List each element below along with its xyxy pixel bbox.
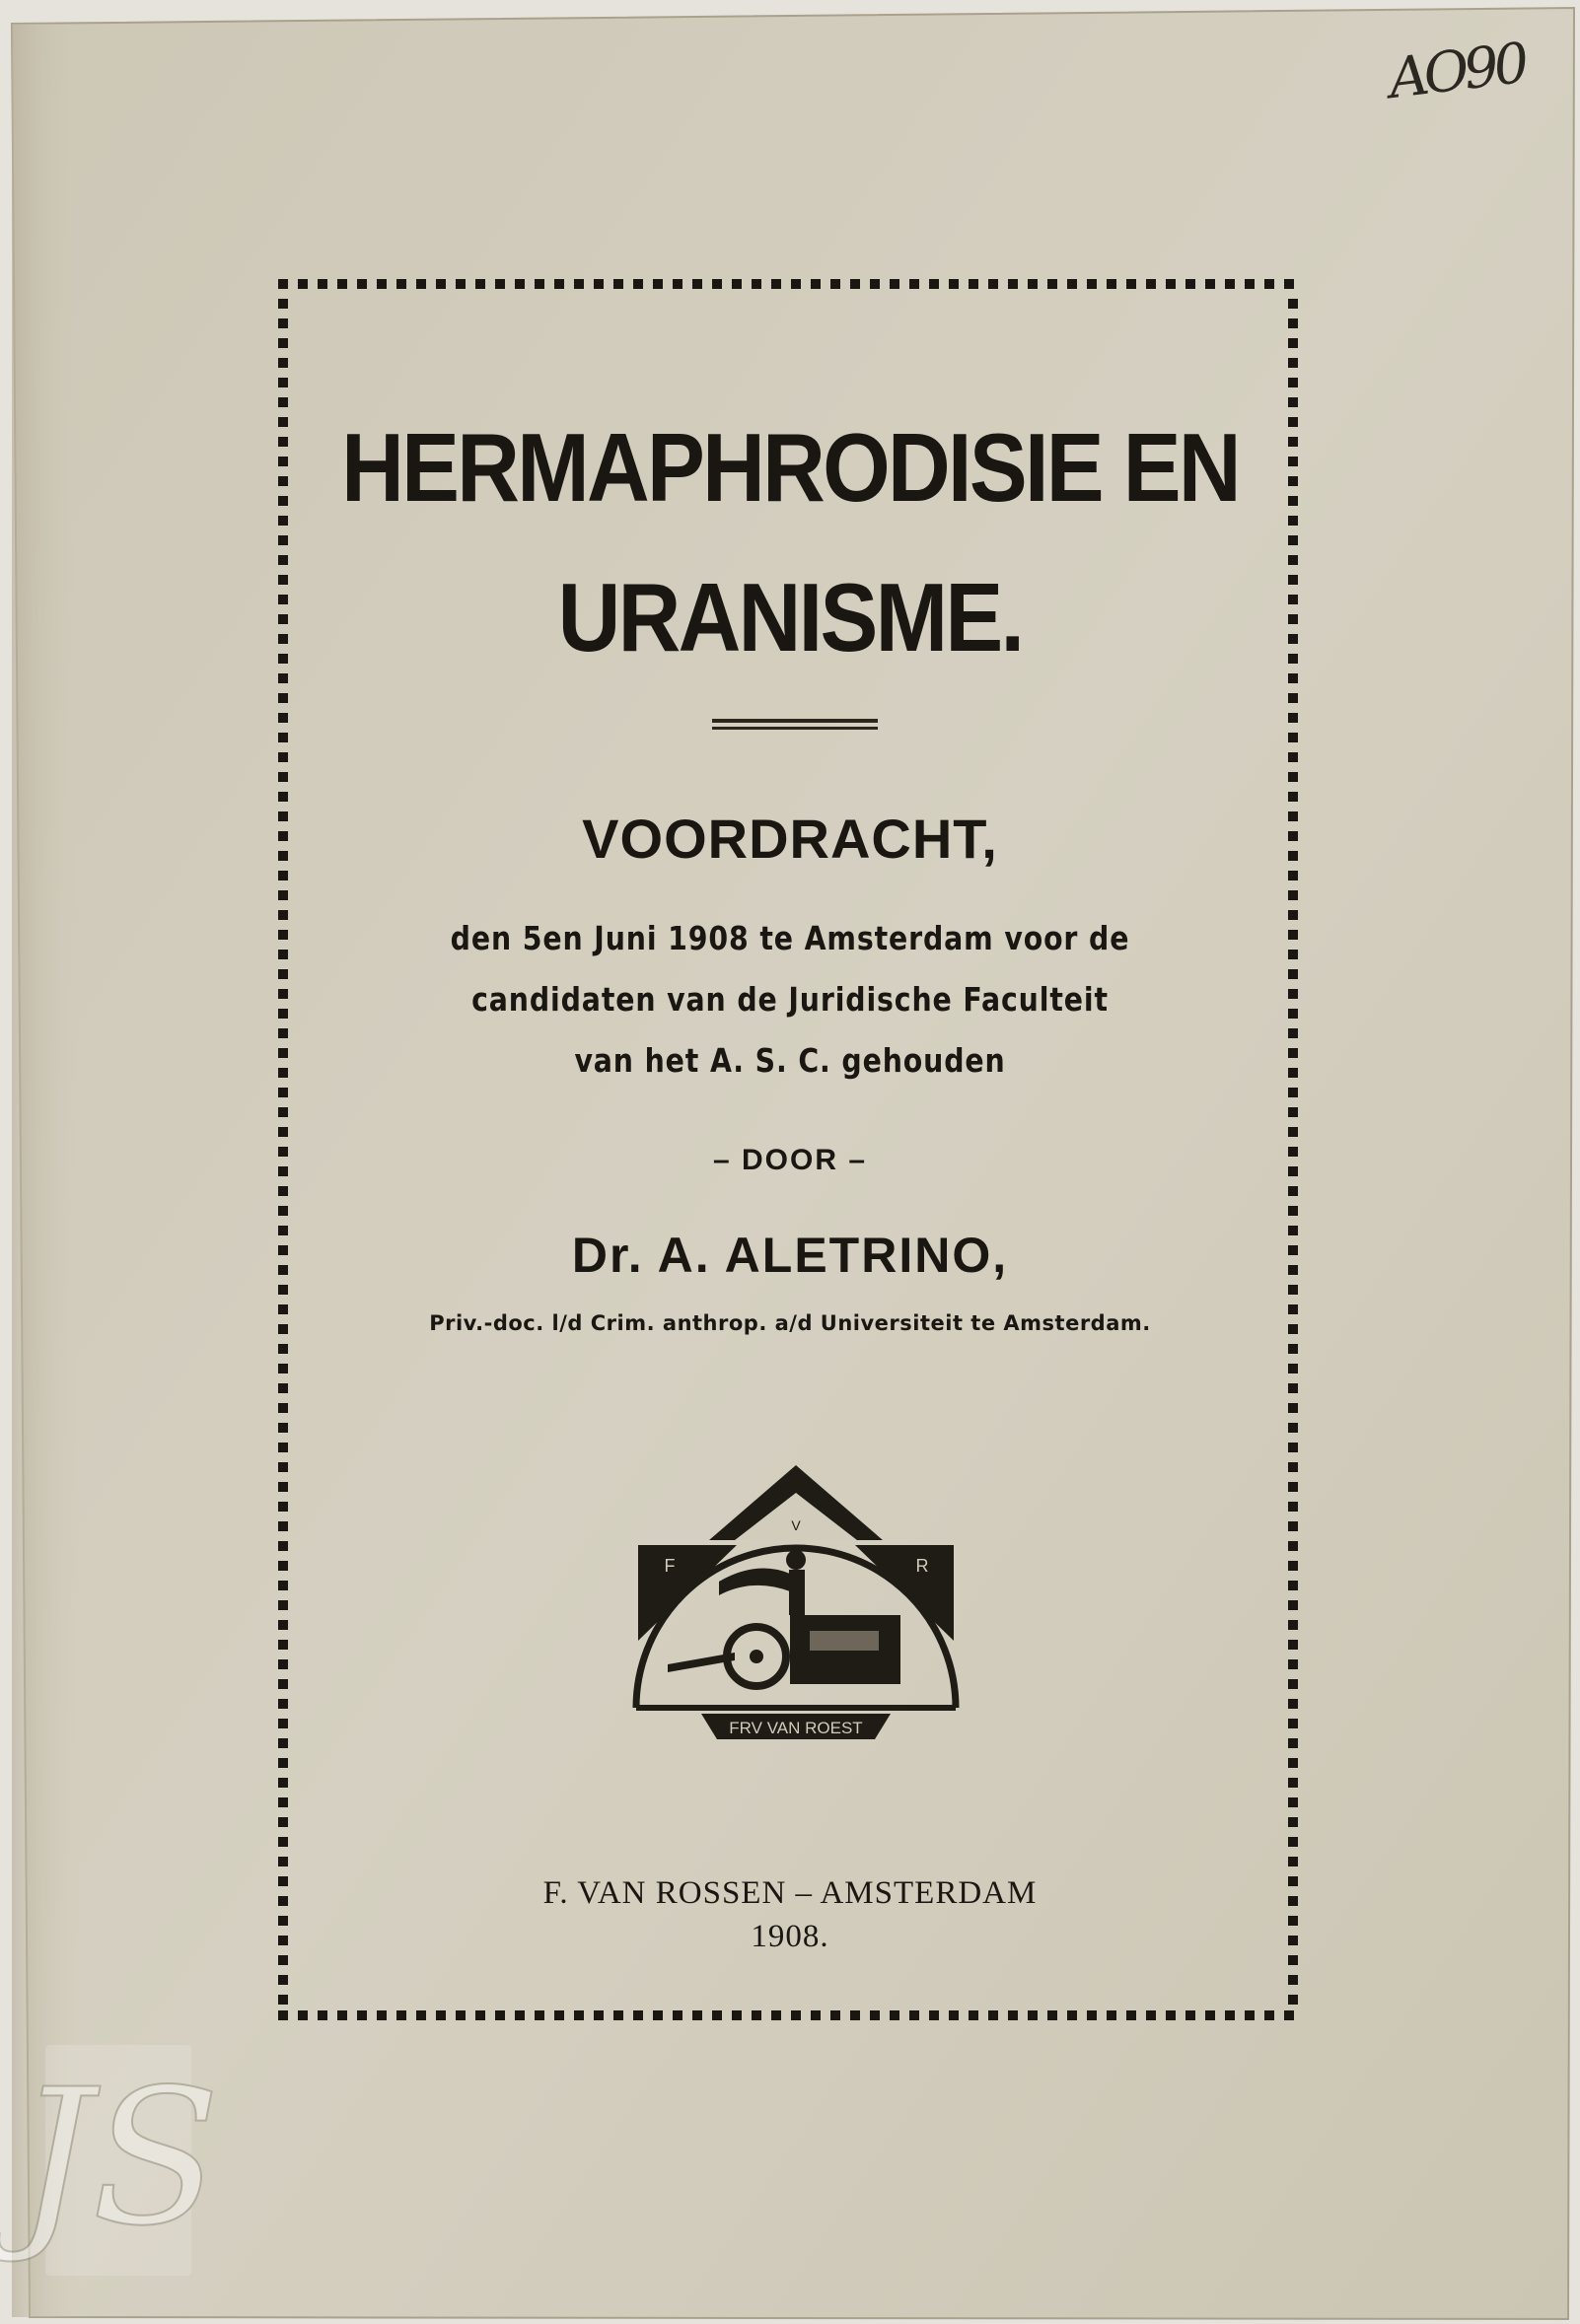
border-dot [1288,1443,1298,1452]
border-dot [830,279,840,289]
border-dot [949,2010,959,2020]
border-dot [712,2010,722,2020]
publication-year: 1908. [751,1919,829,1954]
border-dot [278,1659,288,1669]
border-dot [752,279,761,289]
border-dot [1284,2010,1294,2020]
border-dot [357,279,367,289]
border-dot [1288,1659,1298,1669]
border-dot [1288,1186,1298,1196]
border-dot [1288,1719,1298,1728]
border-dot [278,713,288,723]
border-dot [712,279,722,289]
border-dot [278,1857,288,1866]
border-dot [1288,1482,1298,1492]
border-dot [278,1541,288,1551]
description-line-3: van het A. S. C. gehouden [574,1041,1006,1080]
border-dot [278,1679,288,1689]
border-dot [830,2010,840,2020]
border-dot [1288,1797,1298,1807]
border-dot [574,2010,584,2020]
border-dot [969,2010,978,2020]
border-dot [278,1738,288,1748]
border-dot [673,2010,682,2020]
title-line-2: URANISME. [557,563,1023,671]
border-dot [278,752,288,762]
title-line-1: HERMAPHRODISIE EN [341,413,1239,522]
border-dot [337,2010,347,2020]
border-dot [278,378,288,387]
border-dot [1288,397,1298,407]
border-dot [732,279,742,289]
border-dot [692,2010,702,2020]
border-dot [278,772,288,782]
border-dot [929,2010,939,2020]
border-dot [1047,279,1057,289]
svg-text:JS: JS [16,2049,221,2267]
border-dot [298,2010,308,2020]
border-dot [1264,2010,1274,2020]
border-dot [1028,2010,1038,2020]
publisher-line: F. VAN ROSSEN – AMSTERDAM [542,1875,1038,1911]
border-dot [278,1088,288,1097]
border-dot [1087,2010,1097,2020]
border-dot [1288,1561,1298,1571]
border-dot [752,2010,761,2020]
border-dot [1288,1285,1298,1295]
border-dot [1288,299,1298,309]
border-dot [278,1719,288,1728]
js-watermark-logo [0,2045,220,2276]
border-dot [1288,338,1298,348]
author-name: Dr. A. ALETRINO, [571,1228,1009,1283]
border-dot [436,2010,446,2020]
border-dot [949,279,959,289]
border-dot [1146,279,1156,289]
border-dot [495,279,505,289]
border-dot [1288,1028,1298,1038]
border-dot [1288,673,1298,683]
border-dot [1288,1620,1298,1630]
border-dot [1126,2010,1136,2020]
border-dot [278,1600,288,1610]
border-dot [396,279,406,289]
border-dot [1288,1738,1298,1748]
border-dot [278,1778,288,1788]
border-dot [1245,279,1255,289]
border-dot [1008,279,1018,289]
border-dot [278,1837,288,1847]
border-dot [1205,2010,1215,2020]
border-dot [357,2010,367,2020]
border-dot [278,338,288,348]
border-dot [1185,279,1195,289]
border-dot [633,279,643,289]
border-dot [1288,318,1298,328]
border-dot [475,279,485,289]
border-dot [1225,2010,1235,2020]
border-dot [890,2010,899,2020]
border-dot [278,1995,288,2005]
border-dot [1288,1758,1298,1768]
border-dot [1067,279,1077,289]
border-dot [278,1186,288,1196]
border-dot [988,2010,998,2020]
border-dot [1126,279,1136,289]
border-dot [278,1521,288,1531]
border-dot [278,299,288,309]
border-dot [1288,535,1298,545]
border-dot [535,2010,544,2020]
border-dot [1288,358,1298,368]
border-dot [969,279,978,289]
border-dot [396,2010,406,2020]
border-dot [278,1383,288,1393]
border-dot [1288,772,1298,782]
border-dot [1245,2010,1255,2020]
border-dot [1288,1817,1298,1827]
border-dot [278,1561,288,1571]
border-dot [1288,752,1298,762]
border-dot [1288,871,1298,880]
border-dot [1185,2010,1195,2020]
border-dot [1288,1778,1298,1788]
border-dot [1264,279,1274,289]
handwritten-catalog-number: AO90 [1385,31,1529,112]
border-dot [535,279,544,289]
border-dot [475,2010,485,2020]
border-dot [1284,279,1294,289]
border-dot [1288,1995,1298,2005]
border-dot [909,279,919,289]
printer-mark-letter-top: V [791,1517,801,1533]
border-dot [278,279,288,289]
border-dot [988,279,998,289]
printer-mark-banner: FRV VAN ROEST [729,1719,863,1737]
border-dot [1288,890,1298,900]
by-label: – DOOR – [712,1144,868,1176]
border-dot [278,1640,288,1650]
border-dot [594,2010,604,2020]
border-dot [278,1462,288,1472]
author-affiliation: Priv.-doc. l/d Crim. anthrop. a/d Universiteit te Amsterdam. [429,1311,1151,1335]
border-dot [278,1955,288,1965]
border-dot [791,279,801,289]
border-dot [377,279,387,289]
border-dot [515,2010,525,2020]
border-dot [278,1758,288,1768]
border-dot [278,535,288,545]
border-dot [574,279,584,289]
border-dot [1288,1502,1298,1512]
border-dot [1087,279,1097,289]
border-dot [633,2010,643,2020]
border-dot [278,1699,288,1709]
border-dot [318,2010,327,2020]
border-dot [1146,2010,1156,2020]
border-dot [278,1620,288,1630]
border-dot [278,1285,288,1295]
border-dot [515,279,525,289]
border-dot [278,1817,288,1827]
border-dot [1288,1088,1298,1097]
border-dot [1288,733,1298,742]
border-dot [278,1028,288,1038]
border-dot [298,279,308,289]
border-dot [278,733,288,742]
border-dot [1288,1679,1298,1689]
border-dot [1288,1600,1298,1610]
border-dot [1028,279,1038,289]
border-dot [1288,1521,1298,1531]
border-dot [278,1344,288,1354]
border-dot [436,279,446,289]
border-dot [1288,1423,1298,1433]
border-dot [771,2010,781,2020]
border-dot [909,2010,919,2020]
border-dot [811,279,821,289]
border-dot [456,2010,466,2020]
border-dot [278,1107,288,1117]
border-dot [1288,1364,1298,1373]
border-dot [1008,2010,1018,2020]
border-dot [554,279,564,289]
border-dot [278,1364,288,1373]
border-dot [495,2010,505,2020]
border-dot [1107,2010,1116,2020]
border-dot [771,279,781,289]
border-dot [673,279,682,289]
description-line-2: candidaten van de Juridische Faculteit [471,980,1109,1019]
border-dot [278,1403,288,1413]
border-dot [1288,713,1298,723]
border-dot [1288,693,1298,703]
border-dot [850,2010,860,2020]
border-dot [1288,1581,1298,1590]
border-dot [416,279,426,289]
border-dot [278,1443,288,1452]
border-dot [1288,792,1298,802]
border-dot [278,1482,288,1492]
border-dot [1166,279,1176,289]
border-dot [278,318,288,328]
border-dot [1288,1383,1298,1393]
border-dot [278,1127,288,1137]
border-dot [278,2010,288,2020]
border-dot [278,397,288,407]
border-dot [318,279,327,289]
border-dot [613,279,623,289]
border-dot [278,792,288,802]
border-dot [337,279,347,289]
border-dot [890,279,899,289]
border-dot [278,673,288,683]
border-dot [278,1975,288,1985]
border-dot [278,358,288,368]
border-dot [1288,969,1298,979]
border-dot [278,871,288,880]
description-line-1: den 5en Juni 1908 te Amsterdam voor de [450,919,1130,957]
border-dot [278,1797,288,1807]
border-dot [416,2010,426,2020]
border-dot [653,279,663,289]
border-dot [1288,1541,1298,1551]
border-dot [1288,1127,1298,1137]
border-dot [1067,2010,1077,2020]
border-dot [1288,1640,1298,1650]
border-dot [811,2010,821,2020]
border-dot [1288,1206,1298,1216]
border-dot [1205,279,1215,289]
border-dot [1166,2010,1176,2020]
border-dot [929,279,939,289]
border-dot [653,2010,663,2020]
border-dot [278,890,288,900]
border-dot [1288,1107,1298,1117]
border-dot [1107,279,1116,289]
printer-mark-letter-right: R [915,1556,929,1576]
border-dot [278,1423,288,1433]
border-dot [1288,1975,1298,1985]
border-dot [377,2010,387,2020]
border-dot [1288,1955,1298,1965]
subtitle: VOORDRACHT, [582,808,998,870]
border-dot [1288,1344,1298,1354]
border-dot [870,2010,880,2020]
border-dot [870,279,880,289]
border-dot [732,2010,742,2020]
border-dot [1288,1462,1298,1472]
border-dot [278,1206,288,1216]
border-dot [594,279,604,289]
border-dot [791,2010,801,2020]
border-dot [1288,1857,1298,1866]
border-dot [278,969,288,979]
border-dot [1288,378,1298,387]
border-dot [613,2010,623,2020]
border-dot [278,693,288,703]
border-dot [692,279,702,289]
border-dot [278,1581,288,1590]
border-dot [1288,1699,1298,1709]
border-dot [1288,1837,1298,1847]
border-dot [554,2010,564,2020]
border-dot [1288,1403,1298,1413]
border-dot [456,279,466,289]
border-dot [278,1502,288,1512]
border-dot [1225,279,1235,289]
border-dot [850,279,860,289]
printer-mark-letter-left: F [664,1556,676,1576]
border-dot [1047,2010,1057,2020]
